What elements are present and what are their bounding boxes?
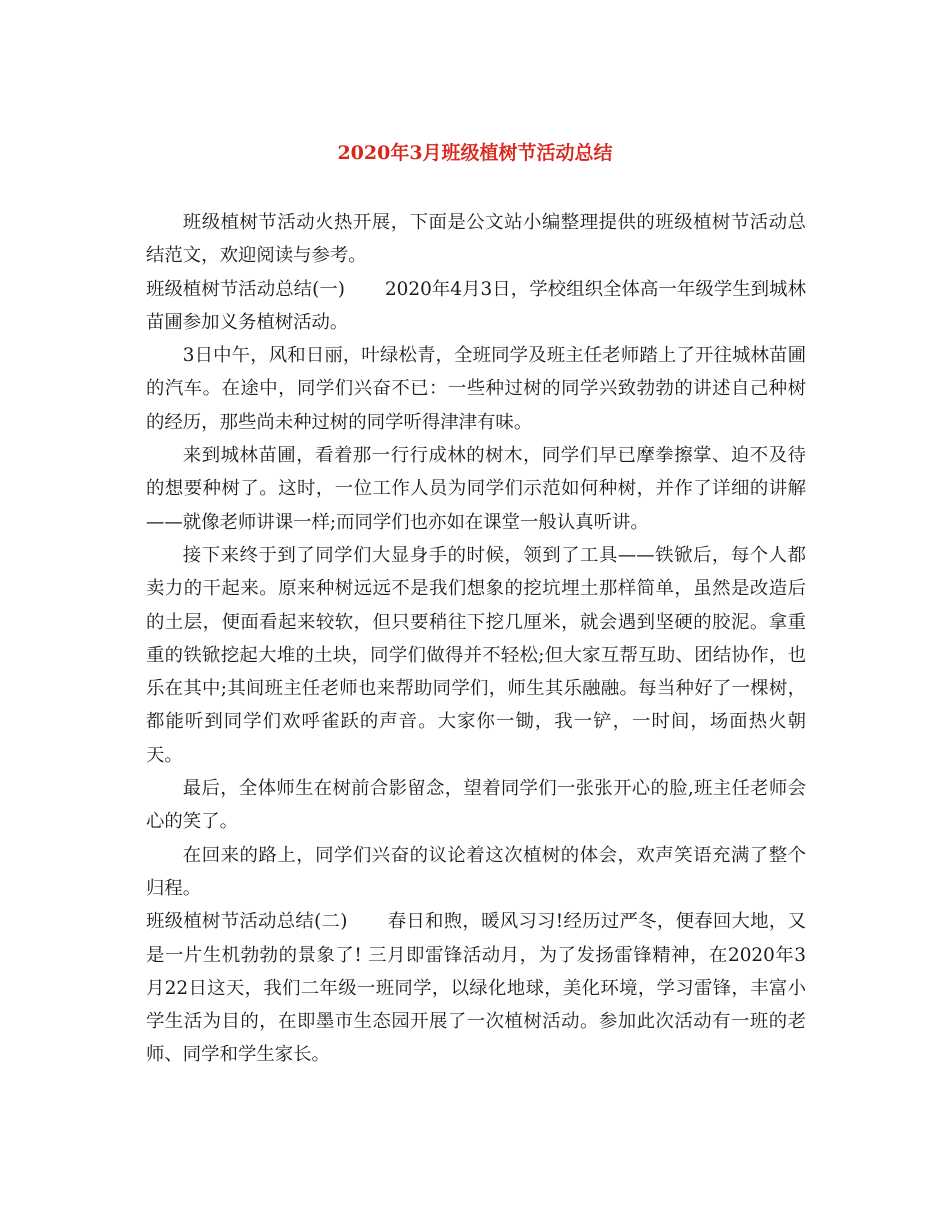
section1-paragraph: 3日中午，风和日丽，叶绿松青，全班同学及班主任老师踏上了开往城林苗圃的汽车。在途中，同学们兴奋不已：一些种过树的同学兴致勃勃的讲述自己种树的经历，那些尚未种过树的同学听得津津有味。 (146, 345, 806, 433)
intro-paragraph: 班级植树节活动火热开展，下面是公文站小编整理提供的班级植树节活动总结范文，欢迎阅读与参考。 (146, 212, 806, 267)
section2-lead: 春日和煦，暖风习习!经历过严冬，便春回大地，又是一片生机勃勃的景象了! 三月即雷锋活动月，为了发扬雷锋精神，在2020年3月22日这天，我们二年级一班同学，以绿化地球，美化环境，学习雷锋，丰富小学生活为目的，在即墨市生态园开展了一次植树活动。参加此次活动有一班的老师、同学和学生家长。 (146, 911, 806, 1066)
section1-lead: 2020年4月3日，学校组织全体高一年级学生到城林苗圃参加义务植树活动。 (146, 278, 806, 333)
section1-opening (146, 273, 806, 340)
section1-paragraph: 接下来终于到了同学们大显身手的时候，领到了工具——铁锨后，每个人都卖力的干起来。原来种树远远不是我们想象的挖坑埋土那样简单，虽然是改造后的土层，便面看起来较软，但只要稍往下挖几厘米，就会遇到坚硬的胶泥。拿重重的铁锨挖起大堆的土块，同学们做得并不轻松;但大家互帮互助、团结协作，也乐在其中;其间班主任老师也来帮助同学们，师生其乐融融。每当种好了一棵树，都能听到同学们欢呼雀跃的声音。大家你一锄，我一铲，一时间，场面热火朝天。 (146, 544, 806, 766)
section2-opening (146, 905, 806, 1071)
section1-paragraph: 最后，全体师生在树前合影留念，望着同学们一张张开心的脸,班主任老师会心的笑了。 (146, 778, 806, 833)
document-title: 2020年3月班级植树节活动总结 (337, 142, 613, 164)
section1-paragraph: 在回来的路上，同学们兴奋的议论着这次植树的体会，欢声笑语充满了整个归程。 (146, 844, 806, 899)
section1-paragraph: 来到城林苗圃，看着那一行行成林的树木，同学们早已摩拳擦掌、迫不及待的想要种树了。这时，一位工作人员为同学们示范如何种树，并作了详细的讲解——就像老师讲课一样;而同学们也亦如在课堂一般认真听讲。 (146, 445, 806, 533)
section2-heading: 班级植树节活动总结(二) (146, 911, 348, 933)
section1-heading: 班级植树节活动总结(一) (146, 278, 345, 300)
document-body (146, 206, 806, 1072)
